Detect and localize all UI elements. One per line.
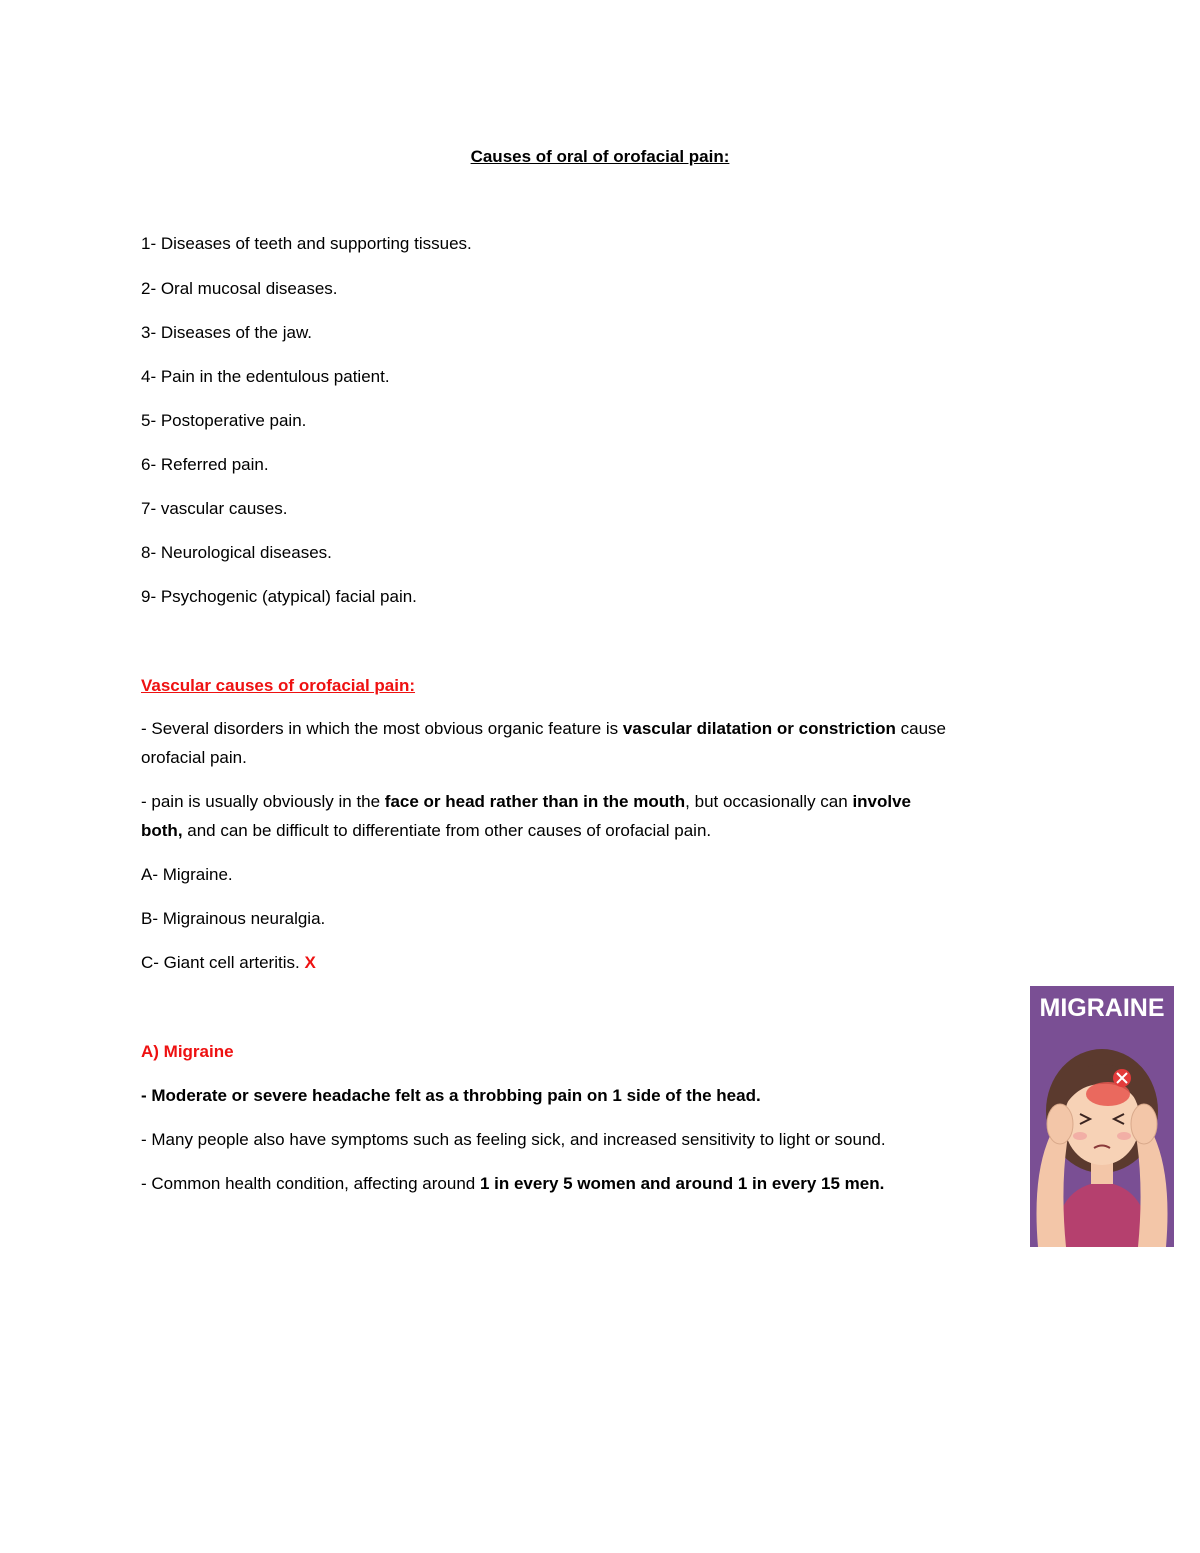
cause-item-5: 5- Postoperative pain. <box>141 411 307 430</box>
image-label: MIGRAINE <box>1039 994 1165 1022</box>
vascular-item-a: A- Migraine. <box>141 865 233 884</box>
vascular-paragraph-2-line-2 <box>141 820 711 842</box>
vascular-p2-end: and can be difficult to differentiate from other causes of orofacial pain. <box>182 821 712 840</box>
migraine-bullet-3-text: - Common health condition, affecting around <box>141 1174 480 1193</box>
migraine-bullet-3-bold: 1 in every 5 women and around 1 in every 15 men <box>479 1174 880 1193</box>
migraine-heading: A) Migraine <box>141 1042 234 1061</box>
migraine-bullet-2: - Many people also have symptoms such as feeling sick, and increased sensitivity to light or sound. <box>141 1130 886 1149</box>
vascular-p2-bold: face or head rather than in the mouth <box>384 792 686 811</box>
migraine-bullet-3-end: . <box>879 1174 885 1193</box>
cause-item-8: 8- Neurological diseases. <box>141 543 332 562</box>
cause-item-1: 1- Diseases of teeth and supporting tissues. <box>141 234 472 253</box>
vascular-heading: Vascular causes of orofacial pain: <box>141 676 416 695</box>
cause-item-3: 3- Diseases of the jaw. <box>141 323 313 342</box>
migraine-bullet-1: - Moderate or severe headache felt as a throbbing pain on 1 side of the head. <box>141 1086 761 1105</box>
vascular-item-b: B- Migrainous neuralgia. <box>141 909 326 928</box>
vascular-p1-bold: vascular dilatation or constriction <box>622 719 896 738</box>
vascular-item-c <box>141 952 316 974</box>
vascular-p2-bold-3: both, <box>141 821 183 840</box>
migraine-illustration-svg <box>1030 986 1174 1247</box>
vascular-p2-bold-2: involve <box>852 792 912 811</box>
vascular-p1-text: - Several disorders in which the most obvious organic feature is <box>141 719 623 738</box>
cause-item-6: 6- Referred pain. <box>141 455 269 474</box>
cause-item-4: 4- Pain in the edentulous patient. <box>141 367 390 386</box>
vascular-paragraph-1-line-2: orofacial pain. <box>141 748 247 767</box>
cause-item-9: 9- Psychogenic (atypical) facial pain. <box>141 587 417 606</box>
vascular-item-c-text: C- Giant cell arteritis. <box>141 953 300 972</box>
vascular-paragraph-1 <box>141 718 946 740</box>
migraine-bullet-3 <box>141 1173 884 1195</box>
cause-item-2: 2- Oral mucosal diseases. <box>141 279 338 298</box>
migraine-illustration <box>1030 986 1174 1247</box>
vascular-p2-text: - pain is usually obviously in the <box>141 792 385 811</box>
cause-item-7: 7- vascular causes. <box>141 499 288 518</box>
vascular-p2-mid: , but occasionally can <box>685 792 853 811</box>
vascular-paragraph-2 <box>141 791 911 813</box>
vascular-p1-end: cause <box>895 719 947 738</box>
page-title: Causes of oral of orofacial pain: <box>470 147 730 166</box>
cross-mark: X <box>304 953 316 972</box>
